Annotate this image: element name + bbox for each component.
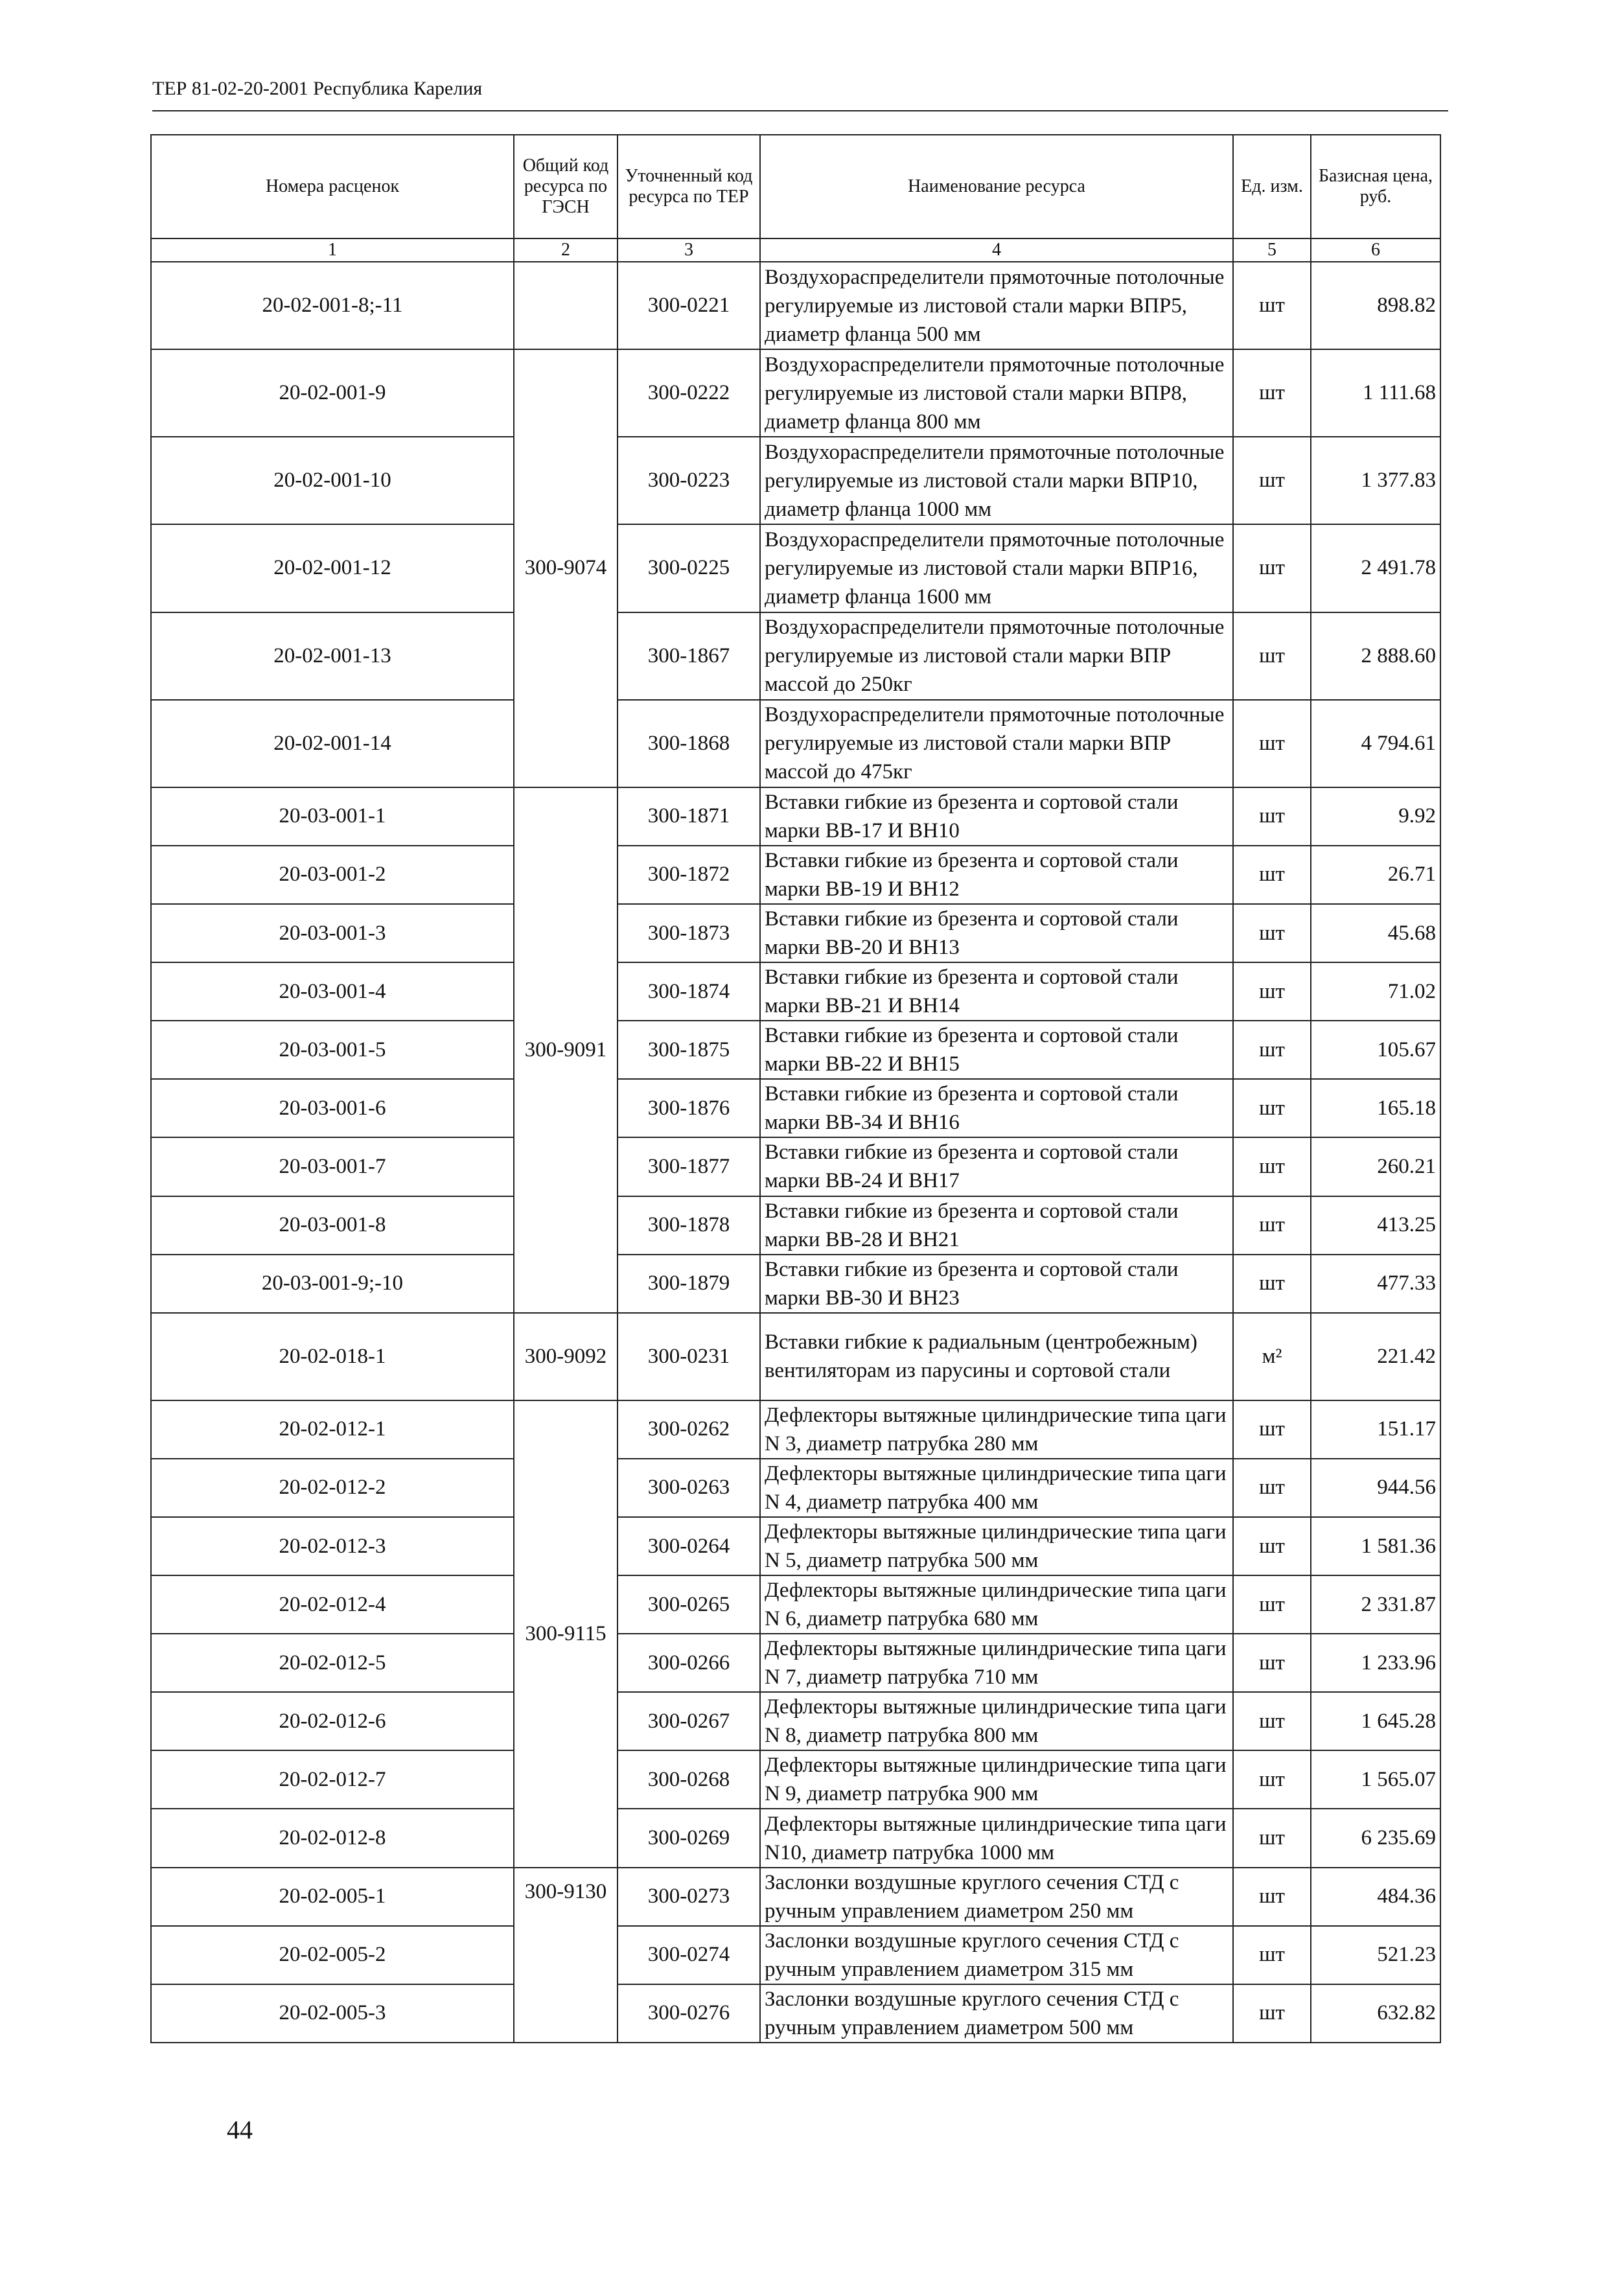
ter-code: 300-0265 [618,1575,760,1634]
ter-code: 300-0221 [618,262,760,349]
resource-name: Воздухораспределители прямоточные потолочные регулируемые из листовой стали марки ВПР массой до 250кг [760,612,1233,700]
base-price: 1 565.07 [1311,1750,1440,1809]
resource-name: Дефлекторы вытяжные цилиндрические типа цаги N 8, диаметр патрубка 800 мм [760,1692,1233,1750]
ter-code: 300-1872 [618,846,760,904]
unit: шт [1233,612,1311,700]
price-code: 20-03-001-7 [151,1137,514,1196]
table-row [151,787,1440,846]
resource-name: Воздухораспределители прямоточные потолочные регулируемые из листовой стали марки ВПР массой до 475кг [760,700,1233,787]
base-price: 9.92 [1311,787,1440,846]
base-price: 2 491.78 [1311,524,1440,612]
base-price: 1 233.96 [1311,1634,1440,1692]
resource-name: Вставки гибкие из брезента и сортовой стали марки ВВ-22 И ВН15 [760,1021,1233,1079]
base-price: 413.25 [1311,1196,1440,1255]
base-price: 1 111.68 [1311,349,1440,437]
table-row [151,1079,1440,1137]
resource-name: Вставки гибкие из брезента и сортовой стали марки ВВ-34 И ВН16 [760,1079,1233,1137]
unit: шт [1233,962,1311,1021]
table-row [151,1313,1440,1400]
table-row [151,349,1440,437]
ter-code: 300-0267 [618,1692,760,1750]
unit: шт [1233,524,1311,612]
col-number: 1 [151,238,514,262]
table-row [151,1021,1440,1079]
price-code: 20-03-001-8 [151,1196,514,1255]
table-row [151,1634,1440,1692]
base-price: 71.02 [1311,962,1440,1021]
price-code: 20-02-001-13 [151,612,514,700]
table-row [151,1255,1440,1313]
ter-code: 300-0276 [618,1984,760,2043]
ter-code: 300-0222 [618,349,760,437]
table-row [151,1868,1440,1926]
ter-code: 300-0273 [618,1868,760,1926]
resource-name: Вставки гибкие из брезента и сортовой стали марки ВВ-19 И ВН12 [760,846,1233,904]
unit: шт [1233,1926,1311,1984]
resource-name: Дефлекторы вытяжные цилиндрические типа цаги N10, диаметр патрубка 1000 мм [760,1809,1233,1867]
price-code: 20-02-012-4 [151,1575,514,1634]
base-price: 1 581.36 [1311,1517,1440,1575]
resource-name: Воздухораспределители прямоточные потолочные регулируемые из листовой стали марки ВПР16, диаметр фланца 1600 мм [760,524,1233,612]
col-number: 3 [618,238,760,262]
price-code: 20-02-005-1 [151,1868,514,1926]
gesn-code: 300-9091 [514,787,618,1313]
resource-name: Заслонки воздушные круглого сечения СТД с ручным управлением диаметром 250 мм [760,1868,1233,1926]
base-price: 4 794.61 [1311,700,1440,787]
price-code: 20-03-001-5 [151,1021,514,1079]
price-code: 20-02-012-8 [151,1809,514,1867]
table-row [151,846,1440,904]
unit: шт [1233,1459,1311,1517]
unit: шт [1233,787,1311,846]
table-row [151,1459,1440,1517]
base-price: 221.42 [1311,1313,1440,1400]
price-code: 20-02-012-7 [151,1750,514,1809]
unit: шт [1233,1079,1311,1137]
resource-name: Заслонки воздушные круглого сечения СТД с ручным управлением диаметром 500 мм [760,1984,1233,2043]
resource-name: Вставки гибкие из брезента и сортовой стали марки ВВ-24 И ВН17 [760,1137,1233,1196]
unit: шт [1233,1400,1311,1459]
col-header-gesn: Общий код ресурса по ГЭСН [514,135,618,238]
col-number: 5 [1233,238,1311,262]
base-price: 521.23 [1311,1926,1440,1984]
gesn-code [514,262,618,349]
resource-name: Дефлекторы вытяжные цилиндрические типа цаги N 4, диаметр патрубка 400 мм [760,1459,1233,1517]
unit: м² [1233,1313,1311,1400]
resource-name: Дефлекторы вытяжные цилиндрические типа цаги N 7, диаметр патрубка 710 мм [760,1634,1233,1692]
table-row [151,437,1440,524]
resource-name: Вставки гибкие из брезента и сортовой стали марки ВВ-28 И ВН21 [760,1196,1233,1255]
base-price: 1 645.28 [1311,1692,1440,1750]
gesn-code: 300-9074 [514,349,618,787]
resource-name: Воздухораспределители прямоточные потолочные регулируемые из листовой стали марки ВПР10, диаметр фланца 1000 мм [760,437,1233,524]
page-number: 44 [227,2115,253,2144]
ter-code: 300-1878 [618,1196,760,1255]
base-price: 898.82 [1311,262,1440,349]
table-row [151,1984,1440,2043]
table-row [151,1926,1440,1984]
ter-code: 300-0268 [618,1750,760,1809]
ter-code: 300-1871 [618,787,760,846]
ter-code: 300-1879 [618,1255,760,1313]
table-row [151,1750,1440,1809]
table-row [151,1575,1440,1634]
unit: шт [1233,846,1311,904]
unit: шт [1233,1750,1311,1809]
col-header-cost: Базисная цена, руб. [1311,135,1440,238]
base-price: 484.36 [1311,1868,1440,1926]
resource-name: Вставки гибкие из брезента и сортовой стали марки ВВ-30 И ВН23 [760,1255,1233,1313]
ter-code: 300-0264 [618,1517,760,1575]
base-price: 105.67 [1311,1021,1440,1079]
unit: шт [1233,1634,1311,1692]
ter-code: 300-1873 [618,904,760,962]
unit: шт [1233,1196,1311,1255]
ter-code: 300-1868 [618,700,760,787]
price-code: 20-02-012-1 [151,1400,514,1459]
col-header-unit: Ед. изм. [1233,135,1311,238]
base-price: 632.82 [1311,1984,1440,2043]
base-price: 151.17 [1311,1400,1440,1459]
ter-code: 300-0269 [618,1809,760,1867]
price-code: 20-03-001-4 [151,962,514,1021]
resource-name: Заслонки воздушные круглого сечения СТД с ручным управлением диаметром 315 мм [760,1926,1233,1984]
price-code: 20-02-001-14 [151,700,514,787]
gesn-code: 300-9115 [514,1400,618,1868]
unit: шт [1233,1809,1311,1867]
unit: шт [1233,700,1311,787]
unit: шт [1233,1021,1311,1079]
price-code: 20-02-005-2 [151,1926,514,1984]
column-number-row [151,238,1440,262]
unit: шт [1233,1137,1311,1196]
unit: шт [1233,262,1311,349]
price-code: 20-02-012-6 [151,1692,514,1750]
ter-code: 300-0263 [618,1459,760,1517]
base-price: 2 331.87 [1311,1575,1440,1634]
ter-code: 300-1867 [618,612,760,700]
resource-name: Вставки гибкие из брезента и сортовой стали марки ВВ-21 И ВН14 [760,962,1233,1021]
price-code: 20-03-001-2 [151,846,514,904]
ter-code: 300-1875 [618,1021,760,1079]
col-header-name: Наименование ресурса [760,135,1233,238]
table-row [151,1809,1440,1867]
price-code: 20-03-001-6 [151,1079,514,1137]
resource-table [150,134,1441,2043]
price-code: 20-02-018-1 [151,1313,514,1400]
table-row [151,1196,1440,1255]
base-price: 260.21 [1311,1137,1440,1196]
resource-name: Дефлекторы вытяжные цилиндрические типа цаги N 3, диаметр патрубка 280 мм [760,1400,1233,1459]
base-price: 1 377.83 [1311,437,1440,524]
ter-code: 300-0223 [618,437,760,524]
col-header-price: Номера расценок [151,135,514,238]
price-code: 20-02-012-5 [151,1634,514,1692]
unit: шт [1233,1692,1311,1750]
table-row [151,700,1440,787]
col-number: 4 [760,238,1233,262]
base-price: 2 888.60 [1311,612,1440,700]
unit: шт [1233,437,1311,524]
ter-code: 300-0266 [618,1634,760,1692]
price-code: 20-02-005-3 [151,1984,514,2043]
base-price: 944.56 [1311,1459,1440,1517]
table-row [151,1517,1440,1575]
price-code: 20-02-012-2 [151,1459,514,1517]
header-row [151,135,1440,238]
table-row [151,524,1440,612]
base-price: 6 235.69 [1311,1809,1440,1867]
ter-code: 300-0262 [618,1400,760,1459]
resource-name: Вставки гибкие из брезента и сортовой стали марки ВВ-17 И ВН10 [760,787,1233,846]
ter-code: 300-0231 [618,1313,760,1400]
col-number: 6 [1311,238,1440,262]
price-code: 20-02-001-8;-11 [151,262,514,349]
unit: шт [1233,1984,1311,2043]
base-price: 45.68 [1311,904,1440,962]
resource-name: Вставки гибкие к радиальным (центробежным) вентиляторам из парусины и сортовой стали [760,1313,1233,1400]
base-price: 165.18 [1311,1079,1440,1137]
price-code: 20-03-001-1 [151,787,514,846]
col-header-ter: Уточненный код ресурса по ТЕР [618,135,760,238]
ter-code: 300-1877 [618,1137,760,1196]
ter-code: 300-0274 [618,1926,760,1984]
header-rule [152,110,1448,111]
price-code: 20-03-001-9;-10 [151,1255,514,1313]
table-row [151,1137,1440,1196]
document-header: ТЕР 81-02-20-2001 Республика Карелия [152,78,483,99]
unit: шт [1233,1868,1311,1926]
price-code: 20-02-012-3 [151,1517,514,1575]
resource-name: Дефлекторы вытяжные цилиндрические типа цаги N 9, диаметр патрубка 900 мм [760,1750,1233,1809]
resource-name: Дефлекторы вытяжные цилиндрические типа цаги N 6, диаметр патрубка 680 мм [760,1575,1233,1634]
col-number: 2 [514,238,618,262]
table-row [151,1400,1440,1459]
ter-code: 300-0225 [618,524,760,612]
table-row [151,962,1440,1021]
base-price: 26.71 [1311,846,1440,904]
ter-code: 300-1876 [618,1079,760,1137]
unit: шт [1233,1575,1311,1634]
unit: шт [1233,1517,1311,1575]
resource-name: Вставки гибкие из брезента и сортовой стали марки ВВ-20 И ВН13 [760,904,1233,962]
table-row [151,612,1440,700]
gesn-code: 300-9130 [514,1868,618,2043]
price-code: 20-02-001-9 [151,349,514,437]
resource-name: Воздухораспределители прямоточные потолочные регулируемые из листовой стали марки ВПР8, диаметр фланца 800 мм [760,349,1233,437]
price-code: 20-02-001-12 [151,524,514,612]
price-code: 20-03-001-3 [151,904,514,962]
unit: шт [1233,349,1311,437]
unit: шт [1233,1255,1311,1313]
table-row [151,262,1440,349]
price-code: 20-02-001-10 [151,437,514,524]
base-price: 477.33 [1311,1255,1440,1313]
unit: шт [1233,904,1311,962]
resource-name: Дефлекторы вытяжные цилиндрические типа цаги N 5, диаметр патрубка 500 мм [760,1517,1233,1575]
ter-code: 300-1874 [618,962,760,1021]
table-row [151,904,1440,962]
gesn-code: 300-9092 [514,1313,618,1400]
table-row [151,1692,1440,1750]
resource-name: Воздухораспределители прямоточные потолочные регулируемые из листовой стали марки ВПР5, диаметр фланца 500 мм [760,262,1233,349]
